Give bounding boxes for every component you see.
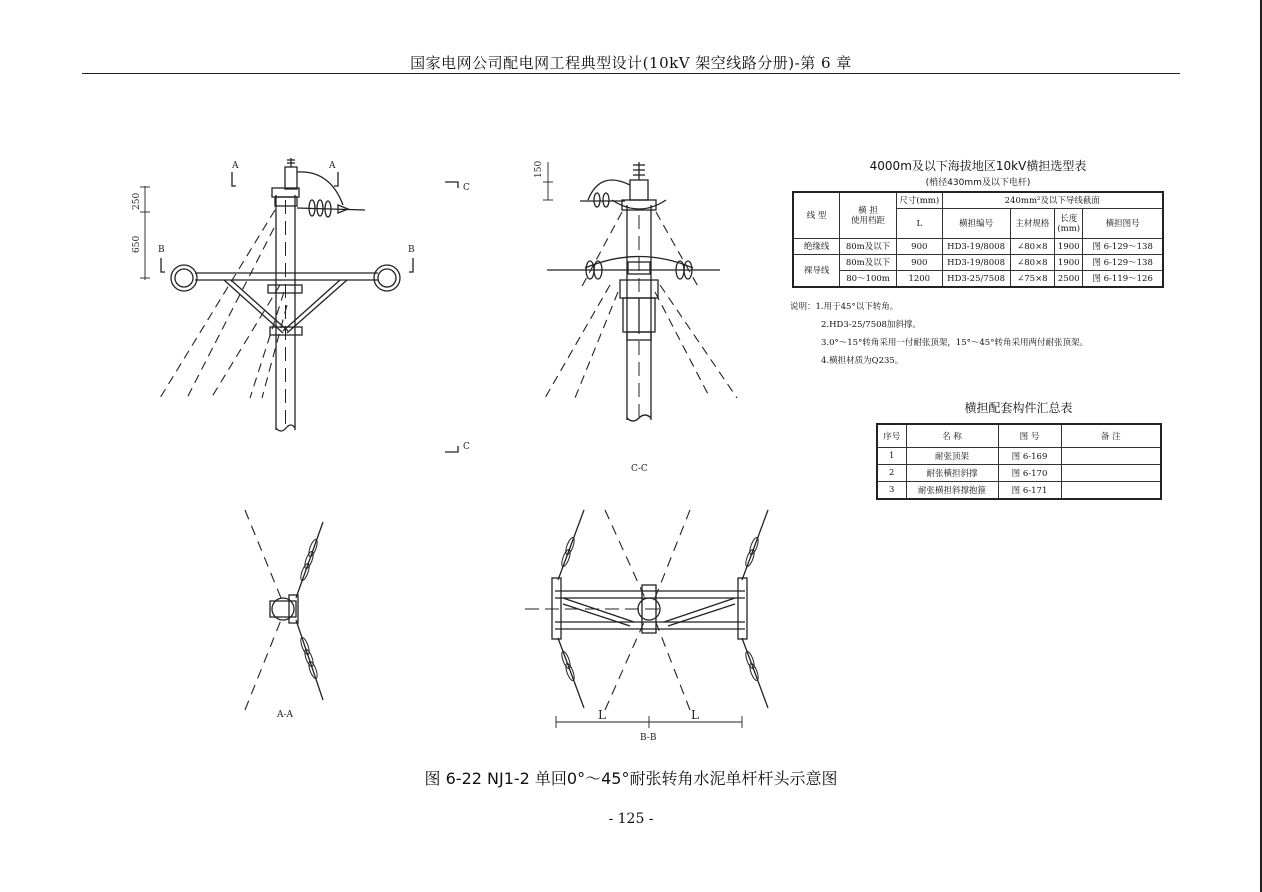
cell-no: 2 [877, 465, 906, 482]
note-item: 1.用于45°以下转角。 [815, 302, 899, 312]
cell-remark [1061, 482, 1161, 500]
th-remark: 备 注 [1061, 424, 1161, 448]
notes-label: 说明： [790, 302, 816, 312]
cell-span: 80m及以下 [840, 239, 897, 255]
parts-table-title: 横担配套构件汇总表 [964, 401, 1073, 415]
cell-material: ∠75×8 [1010, 271, 1055, 288]
cell-l: 900 [896, 239, 942, 255]
dim-l-left-label: L [598, 708, 606, 722]
dim-l-right-label: L [691, 708, 699, 722]
section-b-left-label: B [158, 245, 165, 255]
table-row [877, 482, 1161, 500]
figure-caption: 图 6-22 NJ1-2 单回0°～45°耐张转角水泥单杆杆头示意图 [424, 769, 838, 788]
selection-table [792, 191, 1164, 288]
th-name: 名 称 [906, 424, 998, 448]
th-main-material: 主材规格 [1010, 209, 1055, 239]
table-row [877, 448, 1161, 465]
cell-name: 耐张横担斜撑 [906, 465, 998, 482]
cell-remark [1061, 448, 1161, 465]
th-size: 尺寸(mm) [896, 192, 942, 209]
cell-drawing: 图 6-129～138 [1083, 255, 1163, 271]
section-a-left-label: A [232, 161, 239, 171]
cell-no: HD3-19/8008 [942, 239, 1010, 255]
th-l: L [896, 209, 942, 239]
dim-650-label: 650 [132, 235, 142, 253]
cell-line-type: 绝缘线 [793, 239, 840, 255]
page-number: - 125 - [608, 811, 654, 827]
plan-view-bb [525, 510, 768, 728]
cell-span: 80m及以下 [840, 255, 897, 271]
table-row [877, 465, 1161, 482]
th-length: 长度 (mm) [1055, 209, 1083, 239]
cell-l: 1200 [896, 271, 942, 288]
front-view [140, 158, 458, 452]
cell-l: 900 [896, 255, 942, 271]
section-c-bottom-label: C [463, 442, 470, 452]
note-item: 2.HD3-25/7508加斜撑。 [821, 320, 921, 330]
cell-length: 1900 [1055, 255, 1083, 271]
dim-250-label: 250 [132, 192, 142, 210]
cell-no: HD3-25/7508 [942, 271, 1010, 288]
cell-material: ∠80×8 [1010, 255, 1055, 271]
selection-table-subtitle: (梢径430mm及以下电杆) [925, 178, 1031, 188]
th-drawing: 图 号 [998, 424, 1061, 448]
th-section-240: 240mm²及以下导线截面 [942, 192, 1163, 209]
th-crossarm-span: 横 担 使用档距 [840, 192, 897, 239]
cell-name: 耐张横担斜撑抱箍 [906, 482, 998, 500]
cell-span: 80～100m [840, 271, 897, 288]
cell-drawing: 图 6-171 [998, 482, 1061, 500]
section-b-right-label: B [408, 245, 415, 255]
cell-name: 耐张顶架 [906, 448, 998, 465]
plan-view-aa [245, 510, 323, 710]
th-crossarm-no: 横担编号 [942, 209, 1010, 239]
view-aa-label: A-A [277, 710, 294, 720]
cell-line-type: 裸导线 [793, 255, 840, 288]
table-row [793, 239, 1163, 255]
cell-drawing: 图 6-129～138 [1083, 239, 1163, 255]
selection-table-title: 4000m及以下海拔地区10kV横担选型表 [869, 159, 1087, 173]
table-row [793, 271, 1163, 288]
cell-material: ∠80×8 [1010, 239, 1055, 255]
cell-no: 1 [877, 448, 906, 465]
page-header-title: 国家电网公司配电网工程典型设计(10kV 架空线路分册)-第 6 章 [410, 54, 852, 72]
cell-no: HD3-19/8008 [942, 255, 1010, 271]
cell-length: 1900 [1055, 239, 1083, 255]
section-c-top-label: C [463, 183, 470, 193]
cell-drawing: 图 6-170 [998, 465, 1061, 482]
dim-150-label: 150 [534, 160, 544, 178]
view-bb-label: B-B [640, 733, 657, 743]
th-crossarm-drawing: 横担图号 [1083, 209, 1163, 239]
cell-no: 3 [877, 482, 906, 500]
side-view-cc [543, 162, 737, 421]
parts-table [876, 423, 1162, 500]
table-row [793, 255, 1163, 271]
th-no: 序号 [877, 424, 906, 448]
cell-remark [1061, 465, 1161, 482]
note-item: 4.横担材质为Q235。 [821, 356, 904, 366]
note-item: 3.0°～15°转角采用一付耐张顶架，15°～45°转角采用两付耐张顶架。 [821, 338, 1088, 348]
notes [790, 298, 1088, 370]
view-cc-label: C-C [631, 464, 648, 474]
cell-drawing: 图 6-169 [998, 448, 1061, 465]
th-line-type: 线 型 [793, 192, 840, 239]
cell-drawing: 图 6-119～126 [1083, 271, 1163, 288]
cell-length: 2500 [1055, 271, 1083, 288]
section-a-right-label: A [329, 161, 336, 171]
